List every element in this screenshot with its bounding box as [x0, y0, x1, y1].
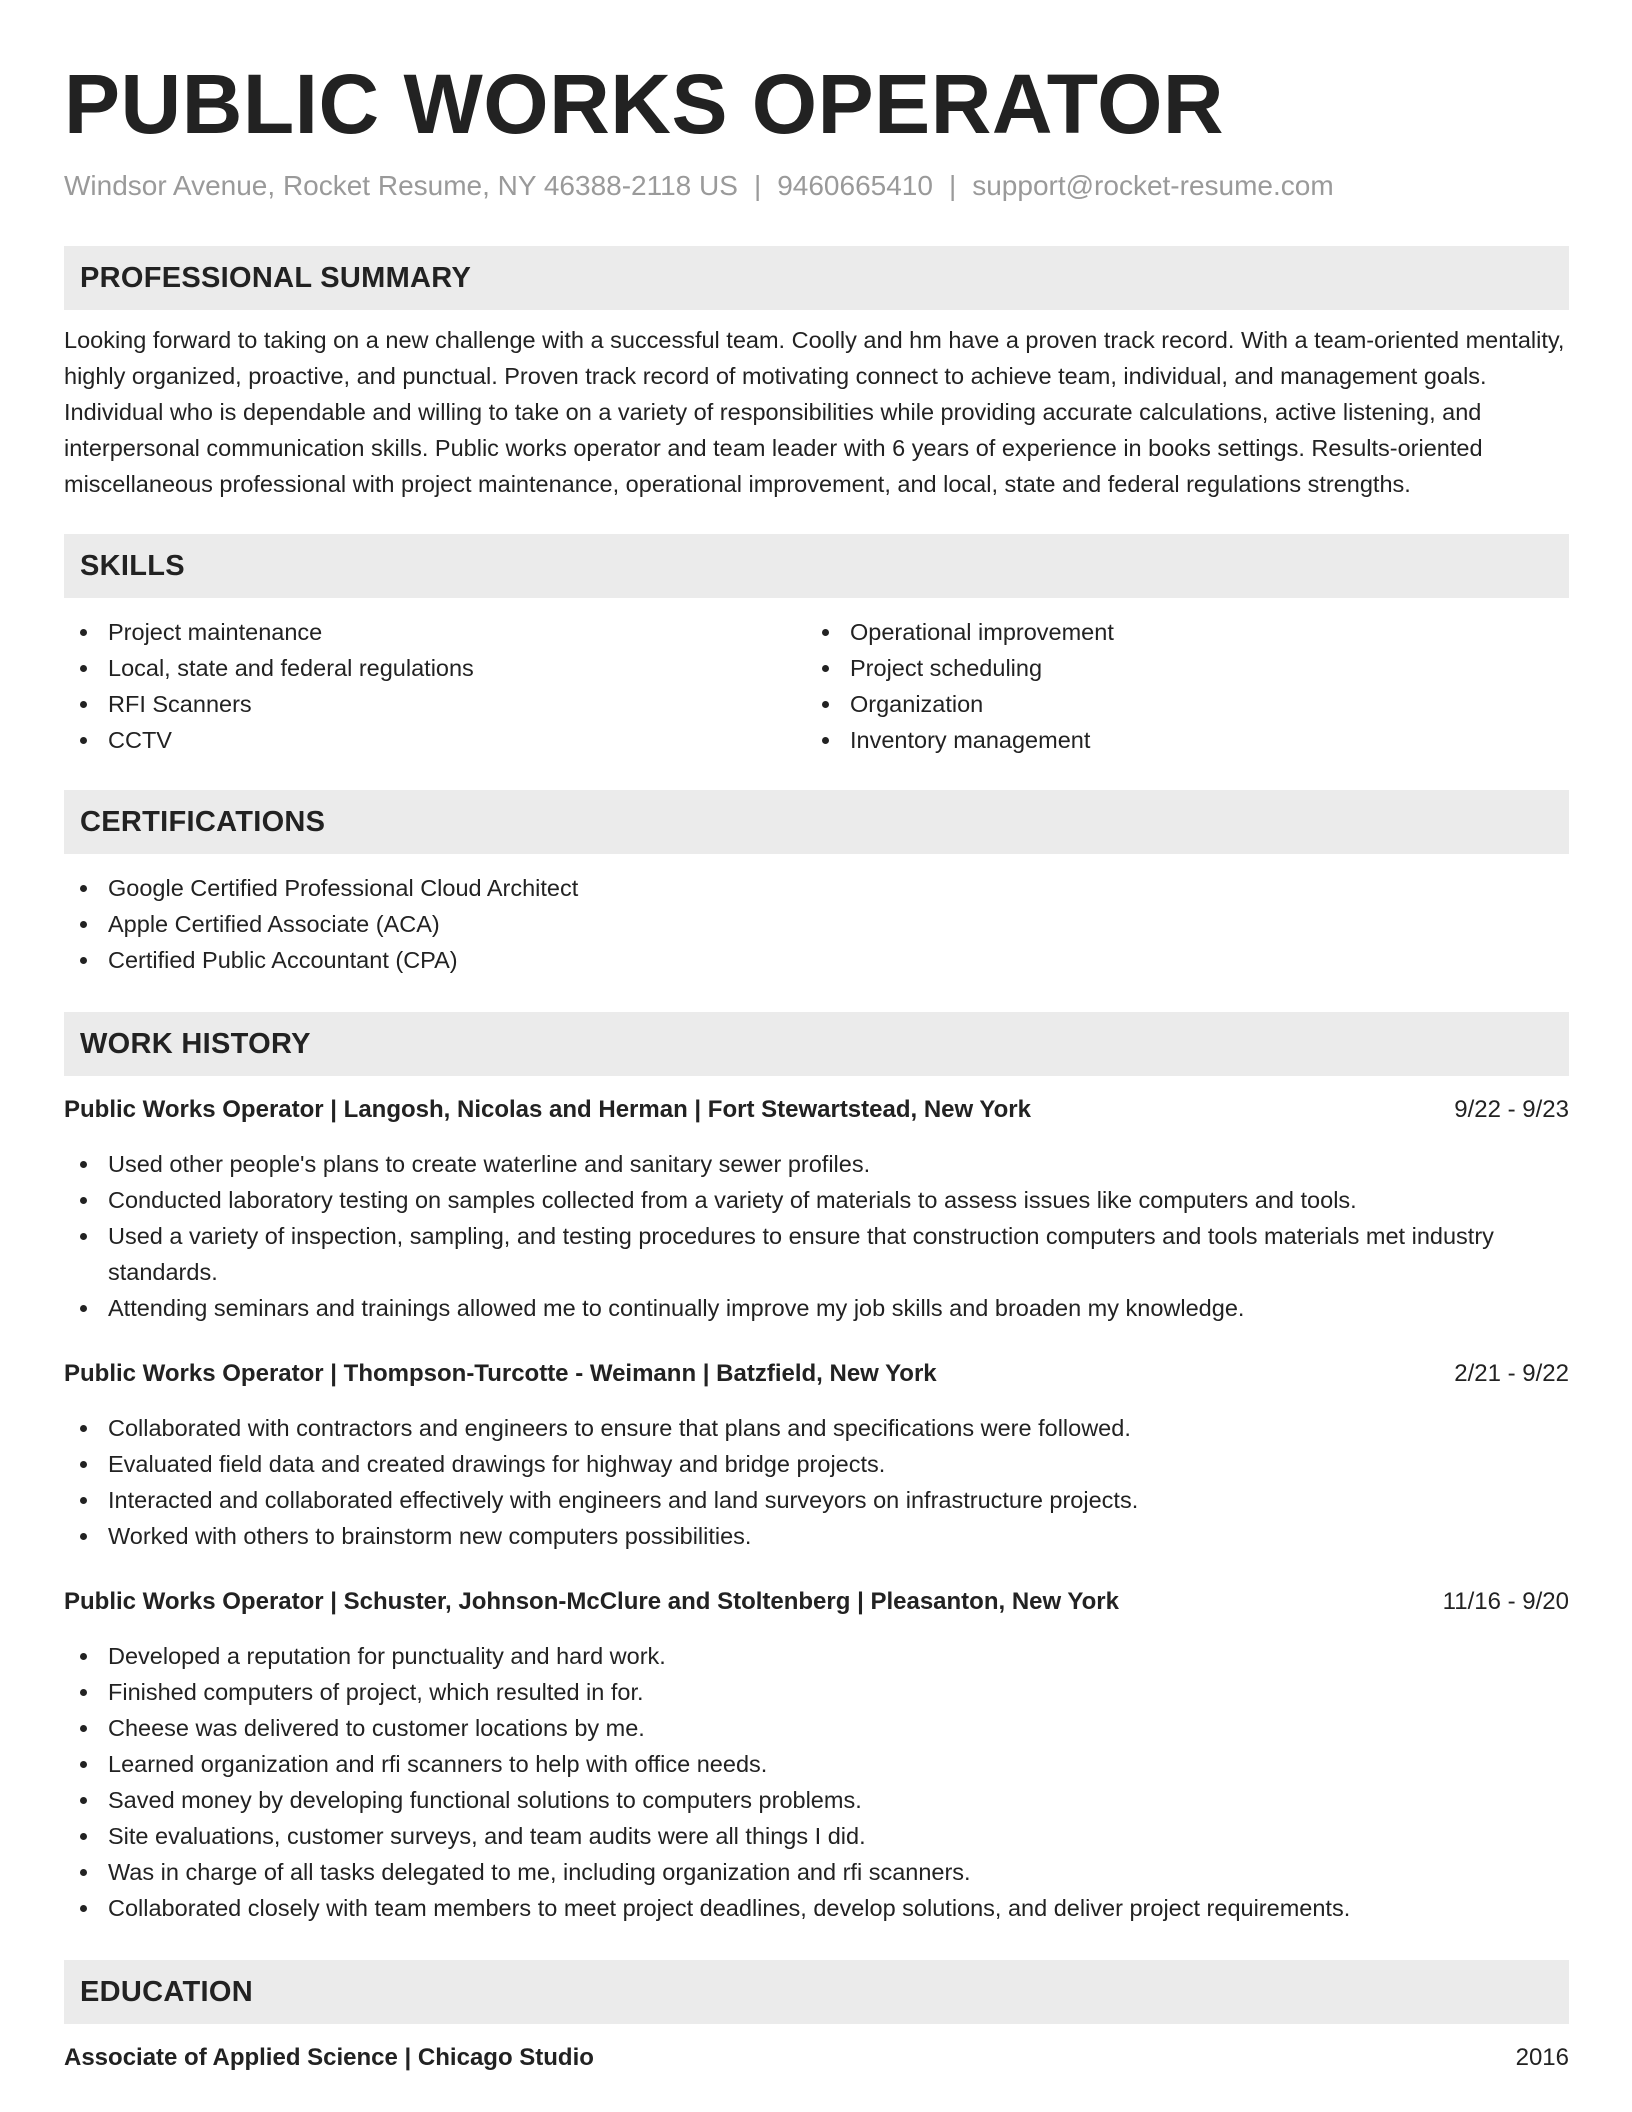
job-header [64, 1584, 1569, 1620]
job-bullet: Developed a reputation for punctuality and hard work. [64, 1638, 1569, 1674]
job-header [64, 1092, 1569, 1128]
job-bullet: Finished computers of project, which resulted in for. [64, 1674, 1569, 1710]
job-title: Public Works Operator | Thompson-Turcotte - Weimann | Batzfield, New York [64, 1360, 937, 1387]
summary-text: Looking forward to taking on a new challenge with a successful team. Coolly and hm have a proven track record. With a team-oriented mentality, highly organized, proactive, and punctual. Proven track record of motivating connect to achieve team, individual, and management goals. Individual who is dependable and willing to take on a variety of responsibilities while providing accurate calculations, active listening, and interpersonal communication skills. Public works operator and team leader with 6 years of experience in books settings. Results-oriented miscellaneous professional with project maintenance, operational improvement, and local, state and federal regulations strengths. [64, 327, 1565, 497]
job-title: Public Works Operator | Langosh, Nicolas and Herman | Fort Stewartstead, New York [64, 1096, 1031, 1123]
skill-item: Inventory management [806, 722, 1548, 758]
job-header [64, 1356, 1569, 1392]
contact-separator: | [948, 170, 957, 201]
skills-column-right [806, 614, 1548, 758]
job-bullet: Was in charge of all tasks delegated to me, including organization and rfi scanners. [64, 1854, 1569, 1890]
skill-item: Organization [806, 686, 1548, 722]
contact-separator: | [753, 170, 762, 201]
job-bullet: Site evaluations, customer surveys, and team audits were all things I did. [64, 1818, 1569, 1854]
job-bullet: Collaborated with contractors and engineers to ensure that plans and specifications were followed. [64, 1410, 1569, 1446]
job-bullet: Used a variety of inspection, sampling, and testing procedures to ensure that construction computers and tools materials met industry standards. [64, 1218, 1569, 1290]
email-link[interactable]: support@rocket-resume.com [972, 170, 1334, 201]
job-bullet: Interacted and collaborated effectively with engineers and land surveyors on infrastructure projects. [64, 1482, 1569, 1518]
job-dates: 2/21 - 9/22 [1454, 1360, 1569, 1387]
contact-line [64, 168, 1569, 204]
job-bullet: Worked with others to brainstorm new computers possibilities. [64, 1518, 1569, 1554]
skill-item: Project scheduling [806, 650, 1548, 686]
section-heading-skills: SKILLS [64, 534, 1569, 598]
certification-item: Apple Certified Associate (ACA) [64, 906, 1569, 942]
phone-text: 9460665410 [777, 170, 933, 201]
job-bullet: Attending seminars and trainings allowed me to continually improve my job skills and broaden my knowledge. [64, 1290, 1569, 1326]
skill-item: Local, state and federal regulations [64, 650, 806, 686]
job-entry [64, 1584, 1569, 1926]
skill-item: CCTV [64, 722, 806, 758]
job-bullet: Used other people's plans to create waterline and sanitary sewer profiles. [64, 1146, 1569, 1182]
skill-item: Operational improvement [806, 614, 1548, 650]
job-bullet: Evaluated field data and created drawings for highway and bridge projects. [64, 1446, 1569, 1482]
job-entry [64, 1356, 1569, 1554]
section-heading-education: EDUCATION [64, 1960, 1569, 2024]
candidate-title: PUBLIC WORKS OPERATOR [64, 57, 1225, 151]
job-dates: 11/16 - 9/20 [1442, 1588, 1569, 1615]
education-degree: Associate of Applied Science | Chicago Studio [64, 2044, 594, 2071]
section-heading-work-history: WORK HISTORY [64, 1012, 1569, 1076]
job-bullet: Collaborated closely with team members to meet project deadlines, develop solutions, and deliver project requirements. [64, 1890, 1569, 1926]
job-bullet: Saved money by developing functional solutions to computers problems. [64, 1782, 1569, 1818]
job-bullet: Cheese was delivered to customer locations by me. [64, 1710, 1569, 1746]
job-bullet: Conducted laboratory testing on samples collected from a variety of materials to assess issues like computers and tools. [64, 1182, 1569, 1218]
job-title: Public Works Operator | Schuster, Johnson-McClure and Stoltenberg | Pleasanton, New York [64, 1588, 1119, 1615]
job-entry [64, 1092, 1569, 1326]
certifications-list [64, 870, 1569, 978]
address-text: Windsor Avenue, Rocket Resume, NY 46388-2118 US [64, 170, 738, 201]
certification-item: Google Certified Professional Cloud Architect [64, 870, 1569, 906]
job-dates: 9/22 - 9/23 [1454, 1096, 1569, 1123]
education-entry [64, 2040, 1569, 2076]
skills-column-left [64, 614, 806, 758]
certification-item: Certified Public Accountant (CPA) [64, 942, 1569, 978]
skills-grid [64, 614, 1569, 758]
skill-item: Project maintenance [64, 614, 806, 650]
section-heading-certifications: CERTIFICATIONS [64, 790, 1569, 854]
education-year: 2016 [1515, 2044, 1569, 2071]
skill-item: RFI Scanners [64, 686, 806, 722]
job-bullet: Learned organization and rfi scanners to help with office needs. [64, 1746, 1569, 1782]
section-heading-summary: PROFESSIONAL SUMMARY [64, 246, 1569, 310]
